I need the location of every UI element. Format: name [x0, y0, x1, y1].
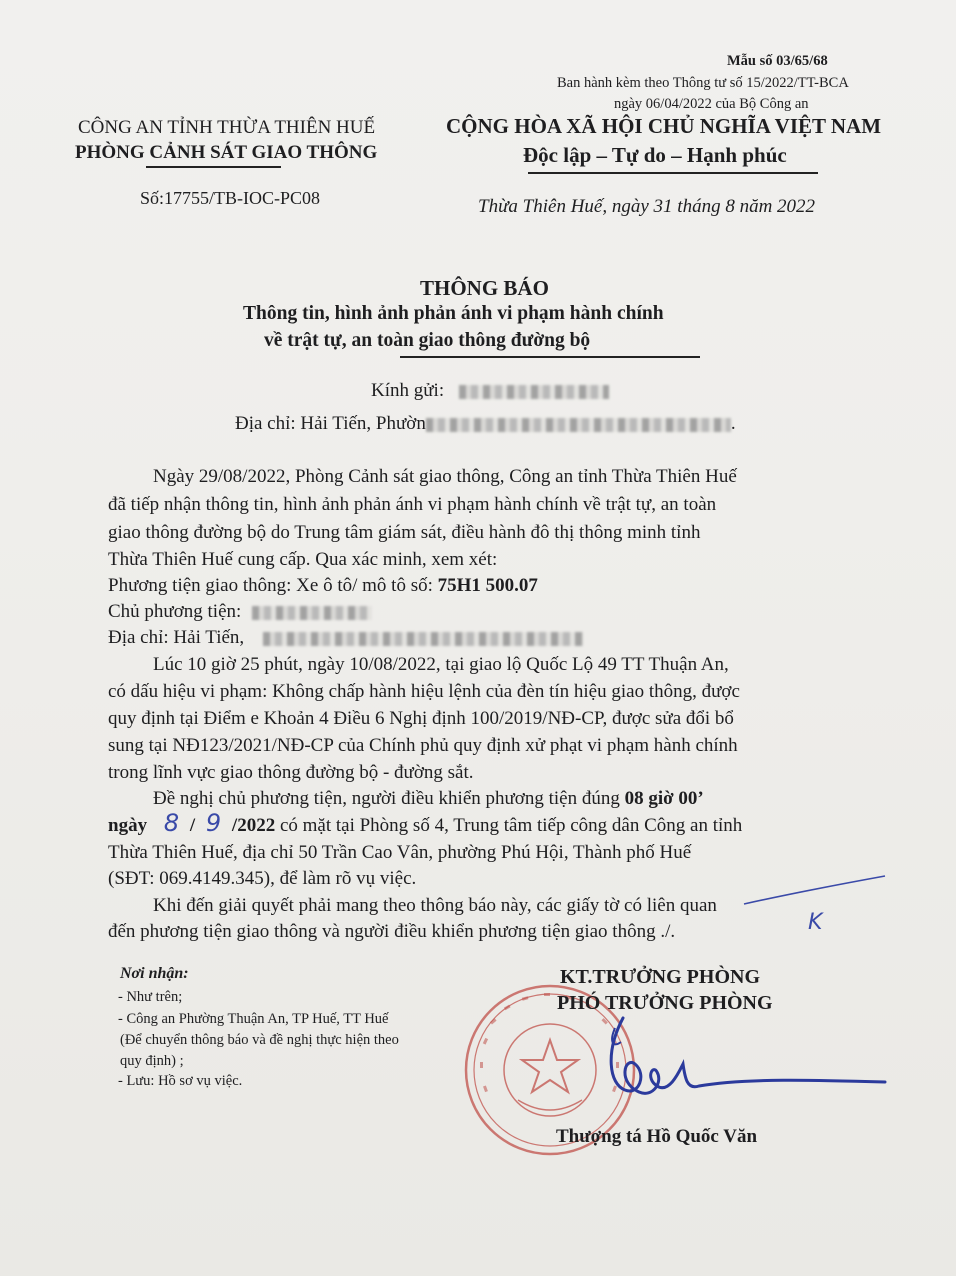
place-date: Thừa Thiên Huế, ngày 31 tháng 8 năm 2022 [478, 196, 816, 217]
body-line: giao thông đường bộ do Trung tâm giám sát, điều hành đô thị thông minh tỉnh [108, 522, 701, 543]
notice-subtitle-2: về trật tự, an toàn giao thông đường bộ [264, 330, 591, 351]
owner-address-line: Địa chỉ: Hải Tiến, [108, 625, 583, 652]
body-line: Khi đến giải quyết phải mang theo thông báo này, các giấy tờ có liên quan [153, 895, 717, 916]
form-issued-line2: ngày 06/04/2022 của Bộ Công an [614, 96, 809, 112]
body-line: Lúc 10 giờ 25 phút, ngày 10/08/2022, tại giao lộ Quốc Lộ 49 TT Thuận An, [153, 654, 729, 675]
signature-title-2: PHÓ TRƯỞNG PHÒNG [557, 992, 773, 1014]
body-line: có dấu hiệu vi phạm: Không chấp hành hiệu lệnh của đèn tín hiệu giao thông, được [108, 681, 740, 702]
notice-subtitle-1: Thông tin, hình ảnh phản ánh vi phạm hành chính [243, 303, 664, 324]
handwritten-month: 9 [205, 809, 222, 837]
handwritten-initial: K [808, 910, 823, 935]
agency-department: PHÒNG CẢNH SÁT GIAO THÔNG [75, 142, 378, 163]
signature-title-1: KT.TRƯỞNG PHÒNG [560, 966, 760, 988]
document-number: Số:17755/TB-IOC-PC08 [140, 188, 321, 208]
body-line: trong lĩnh vực giao thông đường bộ - đường sắt. [108, 762, 474, 783]
body-line: Thừa Thiên Huế, địa chỉ 50 Trần Cao Vân, phường Phú Hội, Thành phố Huế [108, 842, 692, 863]
motto-underline [528, 172, 818, 174]
body-line: sung tại NĐ123/2021/NĐ-CP của Chính phủ quy định xử phạt vi phạm hành chính [108, 735, 738, 756]
body-line: quy định tại Điểm e Khoản 4 Điều 6 Nghị định 100/2019/NĐ-CP, được sửa đổi bổ [108, 708, 734, 729]
body-line: Ngày 29/08/2022, Phòng Cảnh sát giao thông, Công an tỉnh Thừa Thiên Huế [153, 466, 737, 487]
appointment-time: 08 giờ 00’ [624, 788, 704, 809]
agency-underline [146, 166, 281, 168]
handwritten-stroke [740, 872, 890, 912]
nation-motto: Độc lập – Tự do – Hạnh phúc [523, 143, 787, 167]
vehicle-plate: 75H1 500.07 [437, 575, 538, 596]
redacted-owner-address [263, 632, 583, 646]
nation-title: CỘNG HÒA XÃ HỘI CHỦ NGHĨA VIỆT NAM [446, 114, 882, 138]
appointment-year: /2022 [231, 815, 276, 836]
body-line: Thừa Thiên Huế cung cấp. Qua xác minh, xem xét: [108, 549, 498, 570]
recipients-item: (Để chuyển thông báo và đề nghị thực hiện theo [120, 1032, 399, 1048]
form-number: Mẫu số 03/65/68 [727, 53, 828, 69]
signer-name: Thượng tá Hồ Quốc Văn [556, 1126, 758, 1147]
recipients-item: quy định) ; [120, 1053, 184, 1069]
owner-line: Chủ phương tiện: [108, 599, 372, 626]
notice-title: THÔNG BÁO [420, 276, 549, 300]
appointment-date-line: ngày 8 / 9 /2022 có mặt tại Phòng số 4, Trung tâm tiếp công dân Công an tỉnh [108, 809, 743, 837]
redacted-recipient-name [459, 385, 609, 399]
handwritten-day: 8 [163, 809, 180, 837]
body-line: đã tiếp nhận thông tin, hình ảnh phản ánh vi phạm hành chính về trật tự, an toàn [108, 494, 717, 515]
recipients-title: Nơi nhận: [120, 965, 189, 982]
form-issued-line1: Ban hành kèm theo Thông tư số 15/2022/TT-BCA [557, 75, 849, 91]
redacted-recipient-address [426, 418, 731, 432]
recipient-address: Địa chỉ: Hải Tiến, Phườn . [235, 413, 736, 434]
body-line: Đề nghị chủ phương tiện, người điều khiển phương tiện đúng 08 giờ 00’ [153, 788, 704, 809]
recipients-item: - Công an Phường Thuận An, TP Huế, TT Huế [118, 1011, 389, 1027]
title-underline [400, 356, 700, 358]
vehicle-line: Phương tiện giao thông: Xe ô tô/ mô tô số: 75H1 500.07 [108, 575, 538, 596]
recipients-item: - Lưu: Hồ sơ vụ việc. [118, 1073, 243, 1089]
body-line: (SĐT: 069.4149.345), để làm rõ vụ việc. [108, 868, 417, 889]
redacted-owner-name [252, 606, 372, 620]
body-line: đến phương tiện giao thông và người điều khiển phương tiện giao thông ./. [108, 921, 676, 942]
agency-name: CÔNG AN TỈNH THỪA THIÊN HUẾ [78, 117, 376, 138]
recipient-to: Kính gửi: [371, 378, 609, 405]
recipients-item: - Như trên; [118, 989, 183, 1005]
handwritten-signature [595, 1012, 895, 1132]
